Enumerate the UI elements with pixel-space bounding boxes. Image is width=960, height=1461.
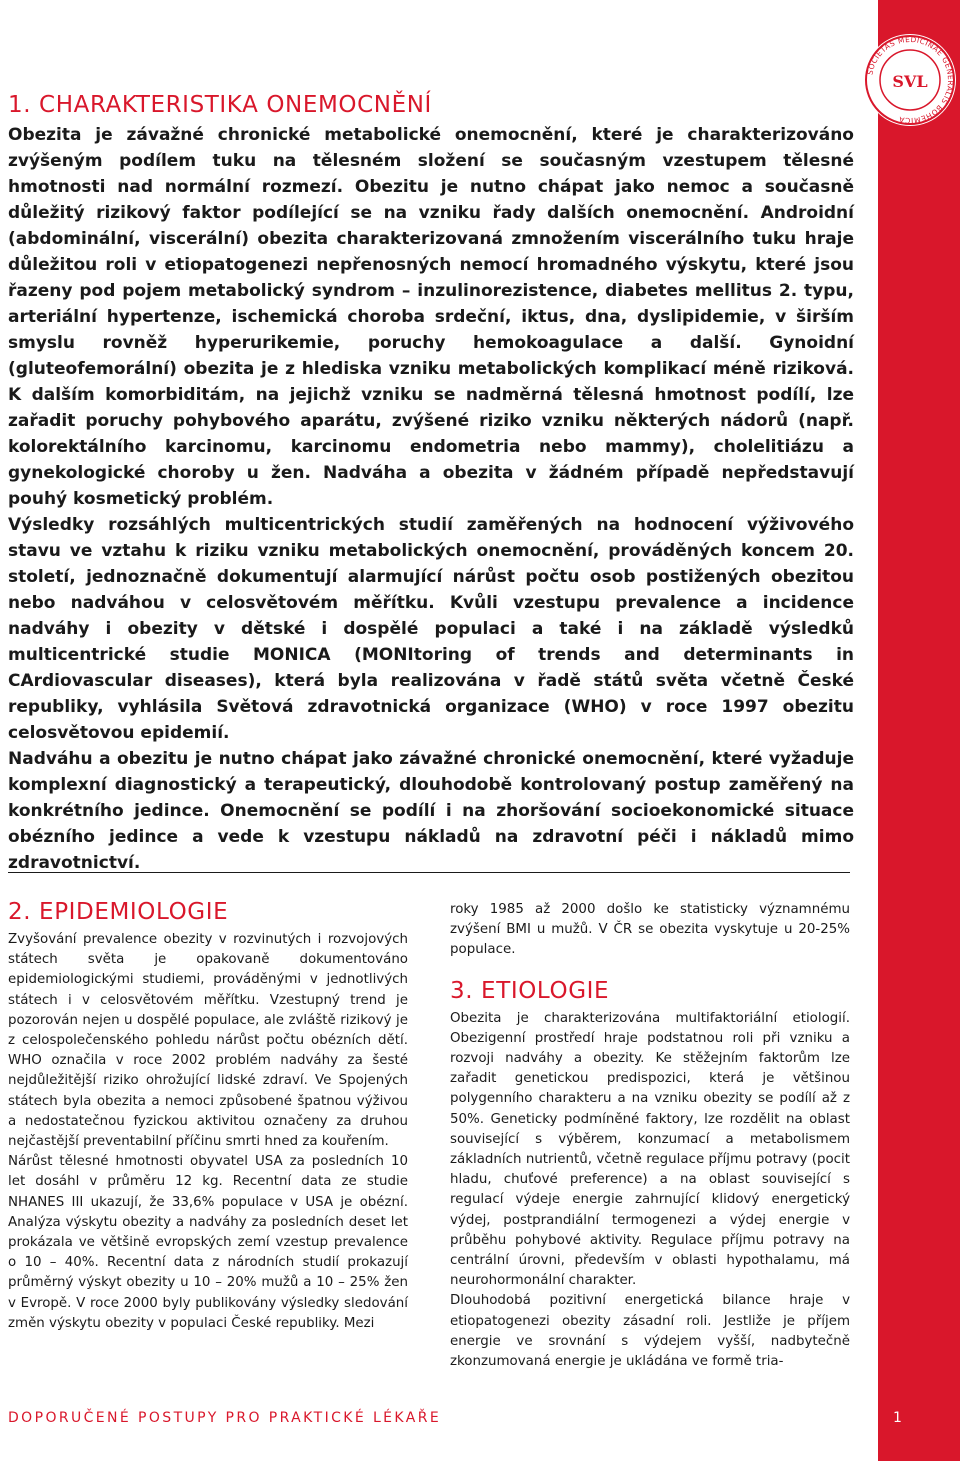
section-3-paragraph-1: Obezita je charakterizována multifaktoriální etiologií. Obezigenní prostředí hraje podstatnou roli při vzniku a rozvoji nadváhy a obezity. Ke stěžejním faktorům lze zařadit genetickou predispozici, která je většinou polygenního charakteru a na vzniku obezity se podílí až z 50%. Geneticky podmíněné faktory, lze rozdělit na oblast související s výběrem, konzumací a metabolismem základních nutrientů, včetně regulace příjmu potravy (pocit hladu, chuťové preference) a na oblast související s regulací výdeje energie zahrnující klidový energetický výdej, postprandiální termogenezi a výdej energie v průběhu pohybové aktivity. Regulace příjmu potravy na centrální úrovni, především v oblasti hypothalamu, má neurohormonální charakter. bbox=[450, 1010, 850, 1289]
section-1-paragraph-1: Obezita je závažné chronické metabolické onemocnění, které je charakterizováno zvýšeným podílem tuku na tělesném složení se současným vzestupem tělesné hmotnosti nad normální rozmezí. Obezitu je nutno chápat jako nemoc a současně důležitý rizikový faktor podílející se na vzniku řady dalších onemocnění. Androidní (abdominální, viscerální) obezita charakterizovaná zmnožením viscerálního tuku hraje důležitou roli v etiopatogenezi nepřenosných nemocí hromadného výskytu, které jsou řazeny pod pojem metabolický syndrom – inzulinorezistence, diabetes mellitus 2. typu, arteriální hypertenze, ischemická choroba srdeční, iktus, dna, dyslipidemie, v širším smyslu rovněž hyperurikemie, poruchy hemokoagulace a další. Gynoidní (gluteofemorální) obezita je z hlediska vzniku metabolických komplikací méně riziková. K dalším komorbiditám, na jejichž vzniku se nadměrná tělesná hmotnost podílí, lze zařadit poruchy pohybového aparátu, zvýšené riziko vzniku některých nádorů (např. kolorektálního karcinomu, karcinomu endometria nebo mammy), cholelitiázu a gynekologické choroby u žen. Nadváha a obezita v žádném případě nepředstavují pouhý kosmetický problém. bbox=[8, 125, 854, 509]
page-number: 1 bbox=[893, 1410, 902, 1426]
left-column bbox=[8, 898, 408, 1334]
logo-ring-text: SOCIETAS MEDICINAE GENERALIS BOHEMICA bbox=[865, 34, 956, 126]
section-divider bbox=[8, 872, 850, 873]
right-column bbox=[450, 900, 850, 1372]
section-2-heading: 2. EPIDEMIOLOGIE bbox=[8, 899, 229, 925]
section-1-paragraph-2: Výsledky rozsáhlých multicentrických studií zaměřených na hodnocení výživového stavu ve vztahu k riziku vzniku metabolických onemocnění, prováděných koncem 20. století, jednoznačně dokumentují alarmující nárůst počtu osob postižených obezitou nebo nadváhou v celosvětovém měřítku. Kvůli vzestupu prevalence a incidence nadváhy i obezity v dětské i dospělé populaci a také i na základě výsledků multicentrické studie MONICA (MONItoring of trends and determinants in CArdiovascular diseases), která byla realizována v řadě států světa včetně České republiky, vyhlásila Světová zdravotnická organizace (WHO) v roce 1997 obezitu celosvětovou epidemií. bbox=[8, 515, 854, 743]
footer-title: DOPORUČENÉ POSTUPY PRO PRAKTICKÉ LÉKAŘE bbox=[8, 1410, 442, 1426]
society-logo bbox=[860, 30, 960, 130]
section-3-paragraph-2: Dlouhodobá pozitivní energetická bilance hraje v etiopatogenezi obezity zásadní roli. Jestliže je příjem energie ve srovnání s výdejem vyšší, nadbytečně zkonzumovaná energie je ukládána ve formě tria- bbox=[450, 1293, 850, 1370]
red-sidebar-strip bbox=[878, 0, 960, 1461]
section-2-continuation: roky 1985 až 2000 došlo ke statisticky významnému zvýšení BMI u mužů. V ČR se obezita vyskytuje u 20-25% populace. bbox=[450, 902, 850, 958]
section-1-heading: 1. CHARAKTERISTIKA ONEMOCNĚNÍ bbox=[8, 92, 432, 118]
section-3-heading: 3. ETIOLOGIE bbox=[450, 977, 610, 1004]
section-2-paragraph-2: Nárůst tělesné hmotnosti obyvatel USA za posledních 10 let dosáhl v průměru 12 kg. Recentní data ze studie NHANES III ukazují, že 33,6% populace v USA je obézní. Analýza výskytu obezity a nadváhy za posledních deset let prokázala ve většině evropských zemí vzestup prevalence o 10 – 40%. Recentní data z národních studií prokazují průměrný výskyt obezity u 10 – 20% mužů a 10 – 25% žen v Evropě. V roce 2000 byly publikovány výsledky sledování změn výskytu obezity v populaci České republiky. Mezi bbox=[8, 1154, 408, 1331]
section-1-paragraph-3: Nadváhu a obezitu je nutno chápat jako závažné chronické onemocnění, které vyžaduje komplexní diagnostický a terapeutický, dlouhodobě kontrolovaný postup zaměřený na konkrétního jedince. Onemocnění se podílí i na zhoršování socioekonomické situace obézního jedince a vede k vzestupu nákladů na zdravotní péči i nákladů mimo zdravotnictví. bbox=[8, 749, 854, 873]
logo-monogram: SVL bbox=[892, 72, 928, 91]
section-1-body bbox=[8, 122, 854, 876]
section-2-paragraph-1: Zvyšování prevalence obezity v rozvinutých i rozvojových státech světa je opakovaně dokumentováno epidemiologickými studiemi, prováděnými v jednotlivých státech i v celosvětovém měřítku. Vzestupný trend je pozorován nejen u dospělé populace, ale zvláště rizikový je z celospolečenského pohledu nárůst počtu obézních dětí. WHO označila v roce 2002 problém nadváhy za šesté nejdůležitější riziko ohrožující lidské zdraví. Ve Spojených státech byla obezita a nemoci způsobené špatnou výživou a nedostatečnou fyzickou aktivitou označeny za druhou nejčastější preventabilní příčinu smrti hned za kouřením. bbox=[8, 932, 408, 1150]
